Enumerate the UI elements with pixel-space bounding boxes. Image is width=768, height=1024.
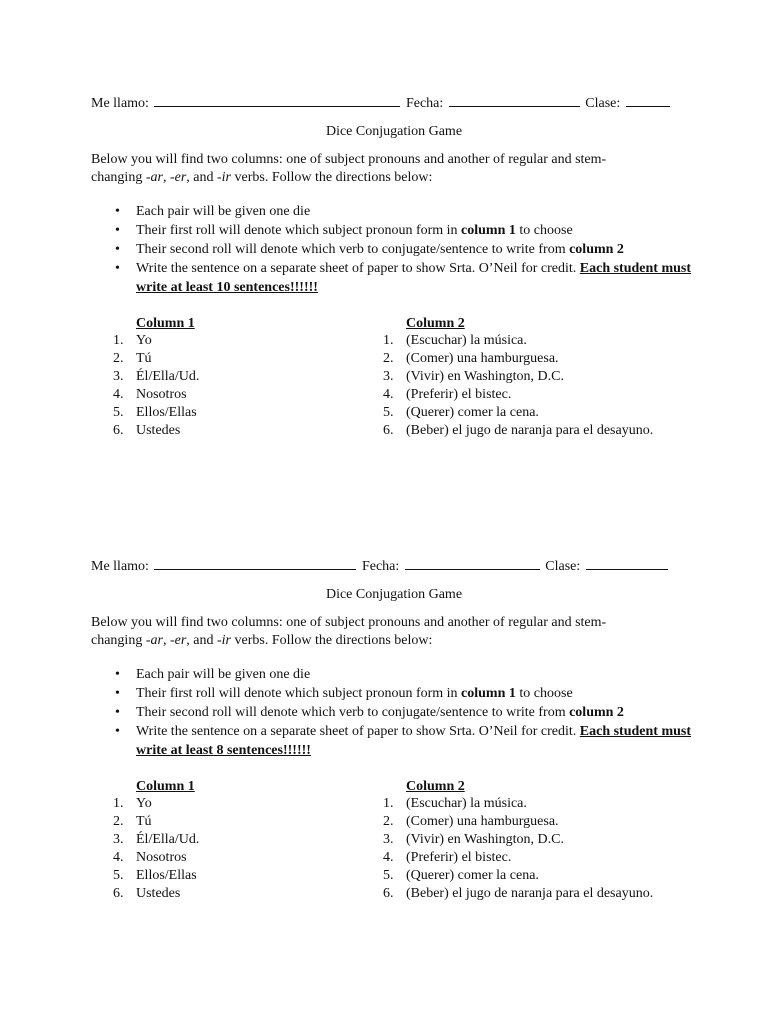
list-item: 6. Ustedes bbox=[113, 886, 181, 901]
column-1 bbox=[91, 315, 351, 440]
list-item: 5. (Querer) comer la cena. bbox=[383, 868, 539, 883]
column-2-heading: Column 2 bbox=[406, 779, 465, 794]
column-2 bbox=[361, 315, 691, 440]
bullet-icon: • bbox=[115, 705, 120, 720]
worksheet-title: Dice Conjugation Game bbox=[325, 587, 463, 602]
directions-list bbox=[91, 202, 691, 297]
bullet-icon: • bbox=[115, 223, 120, 238]
date-blank[interactable] bbox=[405, 555, 540, 570]
name-blank[interactable] bbox=[154, 92, 400, 107]
class-blank[interactable] bbox=[626, 92, 670, 107]
list-item: 5. Ellos/Ellas bbox=[113, 868, 197, 883]
intro-ir: -ir bbox=[217, 170, 231, 185]
list-item: 4. Nosotros bbox=[113, 387, 187, 402]
class-blank[interactable] bbox=[586, 555, 668, 570]
list-item: 2. Tú bbox=[113, 351, 152, 366]
direction-item: • Write the sentence on a separate sheet of paper to show Srta. O’Neil for credit. Each student must write at least 10 sentences!!!!!! bbox=[115, 261, 692, 295]
student-info-line bbox=[91, 555, 691, 575]
column-1-heading: Column 1 bbox=[136, 316, 195, 331]
intro-text: verbs. Follow the directions below: bbox=[231, 633, 433, 648]
columns-section bbox=[91, 315, 691, 445]
directions-list bbox=[91, 665, 691, 760]
student-info-line bbox=[91, 92, 691, 112]
date-label: Fecha: bbox=[361, 559, 400, 574]
list-item: 2. (Comer) una hamburguesa. bbox=[383, 351, 559, 366]
list-item: 3. (Vivir) en Washington, D.C. bbox=[383, 369, 564, 384]
direction-item: • Their first roll will denote which subject pronoun form in column 1 to choose bbox=[115, 686, 573, 701]
direction-item: • Write the sentence on a separate sheet of paper to show Srta. O’Neil for credit. Each student must write at least 8 sentences!!!!!! bbox=[115, 724, 692, 758]
direction-item: • Their second roll will denote which verb to conjugate/sentence to write from column 2 bbox=[115, 242, 624, 257]
class-label: Clase: bbox=[545, 559, 581, 574]
column-1 bbox=[91, 778, 351, 903]
direction-item: • Each pair will be given one die bbox=[115, 667, 311, 682]
list-item: 3. Él/Ella/Ud. bbox=[113, 369, 200, 384]
list-item: 3. (Vivir) en Washington, D.C. bbox=[383, 832, 564, 847]
list-item: 5. (Querer) comer la cena. bbox=[383, 405, 539, 420]
column-1-heading: Column 1 bbox=[136, 779, 195, 794]
list-item: 5. Ellos/Ellas bbox=[113, 405, 197, 420]
column-2 bbox=[361, 778, 691, 903]
intro-text: Below you will find two columns: one of subject pronouns and another of regular and stem-changing bbox=[91, 615, 607, 648]
list-item: 4. (Preferir) el bistec. bbox=[383, 850, 512, 865]
name-label: Me llamo: bbox=[91, 96, 149, 111]
list-item: 2. (Comer) una hamburguesa. bbox=[383, 814, 559, 829]
list-item: 4. (Preferir) el bistec. bbox=[383, 387, 512, 402]
list-item: 1. (Escuchar) la música. bbox=[383, 333, 527, 348]
name-label: Me llamo: bbox=[91, 559, 149, 574]
intro-paragraph bbox=[91, 614, 651, 650]
intro-text: verbs. Follow the directions below: bbox=[231, 170, 433, 185]
direction-item: • Each pair will be given one die bbox=[115, 204, 311, 219]
intro-sep: , and bbox=[186, 633, 217, 648]
list-item: 1. (Escuchar) la música. bbox=[383, 796, 527, 811]
intro-text: Below you will find two columns: one of subject pronouns and another of regular and stem-changing bbox=[91, 152, 607, 185]
bullet-icon: • bbox=[115, 667, 120, 682]
intro-ar: -ar bbox=[145, 633, 163, 648]
intro-sep: , bbox=[162, 633, 170, 648]
intro-er: -er bbox=[169, 633, 187, 648]
worksheet-title: Dice Conjugation Game bbox=[325, 124, 463, 139]
columns-section bbox=[91, 778, 691, 908]
list-item: 6. (Beber) el jugo de naranja para el desayuno. bbox=[383, 423, 654, 438]
intro-paragraph bbox=[91, 151, 651, 187]
direction-item: • Their first roll will denote which subject pronoun form in column 1 to choose bbox=[115, 223, 573, 238]
direction-item: • Their second roll will denote which verb to conjugate/sentence to write from column 2 bbox=[115, 705, 624, 720]
list-item: 3. Él/Ella/Ud. bbox=[113, 832, 200, 847]
list-item: 6. Ustedes bbox=[113, 423, 181, 438]
bullet-icon: • bbox=[115, 261, 120, 276]
date-label: Fecha: bbox=[405, 96, 444, 111]
bullet-icon: • bbox=[115, 242, 120, 257]
column-2-heading: Column 2 bbox=[406, 316, 465, 331]
worksheet-bottom bbox=[91, 555, 691, 908]
intro-er: -er bbox=[169, 170, 187, 185]
list-item: 1. Yo bbox=[113, 333, 152, 348]
bullet-icon: • bbox=[115, 686, 120, 701]
intro-ir: -ir bbox=[217, 633, 231, 648]
intro-ar: -ar bbox=[145, 170, 163, 185]
list-item: 4. Nosotros bbox=[113, 850, 187, 865]
list-item: 1. Yo bbox=[113, 796, 152, 811]
intro-sep: , bbox=[162, 170, 170, 185]
bullet-icon: • bbox=[115, 204, 120, 219]
name-blank[interactable] bbox=[154, 555, 356, 570]
list-item: 6. (Beber) el jugo de naranja para el desayuno. bbox=[383, 886, 654, 901]
bullet-icon: • bbox=[115, 724, 120, 739]
class-label: Clase: bbox=[585, 96, 621, 111]
intro-sep: , and bbox=[186, 170, 217, 185]
list-item: 2. Tú bbox=[113, 814, 152, 829]
worksheet-top bbox=[91, 92, 691, 445]
date-blank[interactable] bbox=[449, 92, 580, 107]
